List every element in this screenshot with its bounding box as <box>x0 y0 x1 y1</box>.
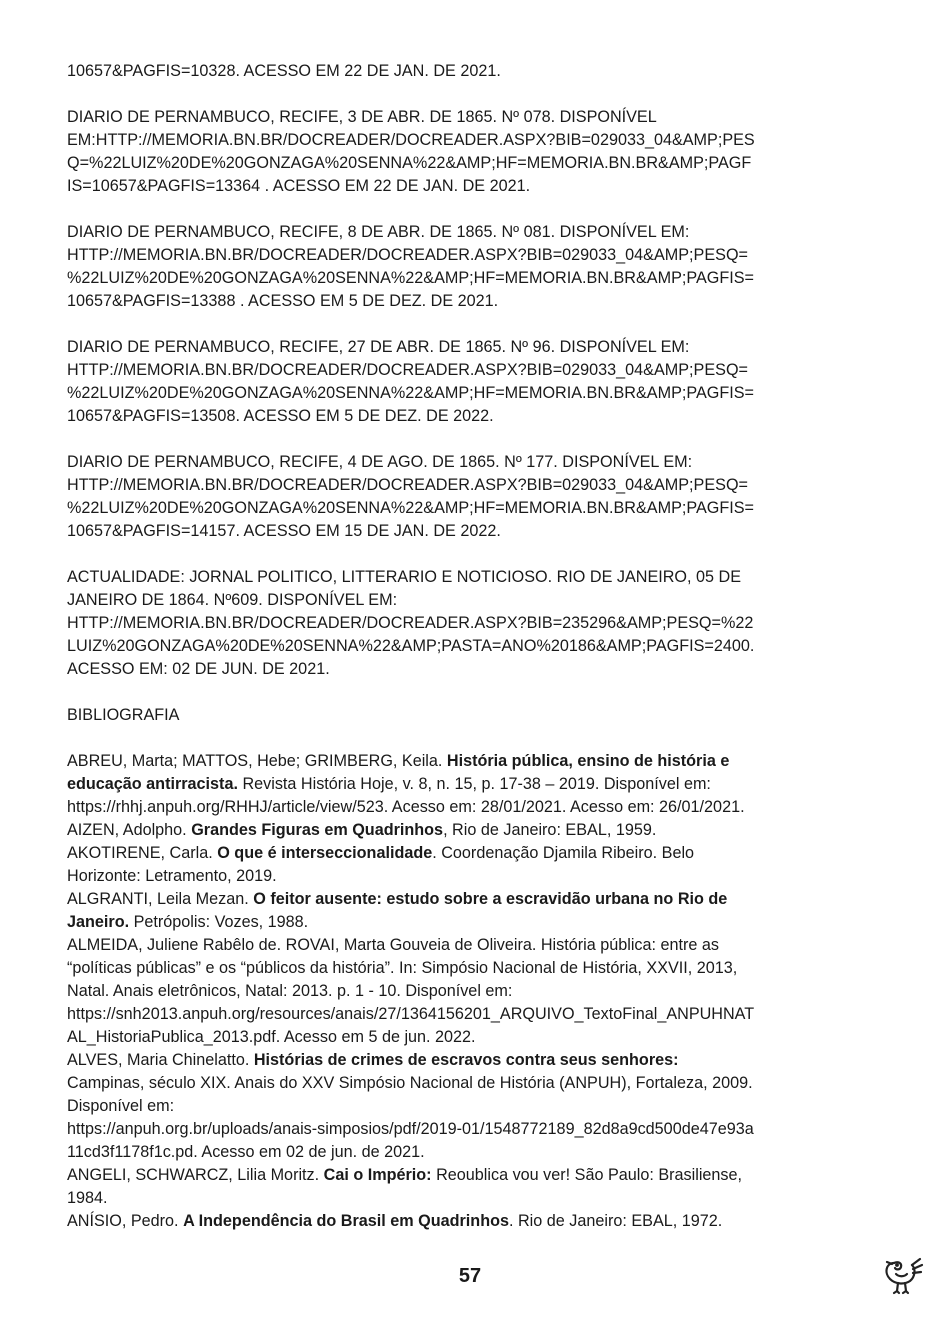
reference-entry <box>67 106 877 198</box>
bibliography-text: https://snh2013.anpuh.org/resources/anais/27/1364156201_ARQUIVO_TextoFinal_ANPUHNAT <box>67 1005 755 1023</box>
reference-entry <box>67 60 877 83</box>
reference-line: Q=%22LUIZ%20DE%20GONZAGA%20SENNA%22&AMP;HF=MEMORIA.BN.BR&AMP;PAGF <box>67 154 752 172</box>
bibliography-title-text: Histórias de crimes de escravos contra seus senhores: <box>253 1051 679 1069</box>
reference-line: 10657&PAGFIS=13388 . ACESSO EM 5 DE DEZ. DE 2021. <box>67 292 499 310</box>
bibliography-line <box>67 773 877 796</box>
bibliography-text: Natal. Anais eletrônicos, Natal: 2013. p. 1 - 10. Disponível em: <box>67 982 513 1000</box>
bibliography-line <box>67 1003 877 1026</box>
bibliography-text: . Coordenação Djamila Ribeiro. Belo <box>432 844 695 862</box>
reference-entry <box>67 336 877 428</box>
bibliography-line <box>67 934 877 957</box>
bibliography-line <box>67 957 877 980</box>
bibliography-line <box>67 1095 877 1118</box>
reference-entry <box>67 566 877 681</box>
bibliography-entry <box>67 842 877 888</box>
document-page <box>67 60 877 1233</box>
bibliography-line <box>67 1072 877 1095</box>
bibliography-text: https://anpuh.org.br/uploads/anais-simposios/pdf/2019-01/1548772189_82d8a9cd500de47e93a <box>67 1120 754 1138</box>
bibliography-text: AIZEN, Adolpho. <box>67 821 192 839</box>
reference-entry <box>67 221 877 313</box>
bibliography-line <box>67 911 877 934</box>
bibliography-entry <box>67 888 877 934</box>
bibliography-line <box>67 796 877 819</box>
bibliography-text: Campinas, século XIX. Anais do XXV Simpósio Nacional de História (ANPUH), Fortaleza, 2009. <box>67 1074 753 1092</box>
bibliography-text: “políticas públicas” e os “públicos da história”. In: Simpósio Nacional de História, XXVII, 2013, <box>67 959 738 977</box>
bibliography-entry <box>67 1210 877 1233</box>
reference-line: %22LUIZ%20DE%20GONZAGA%20SENNA%22&AMP;HF=MEMORIA.BN.BR&AMP;PAGFIS= <box>67 384 754 402</box>
reference-line: JANEIRO DE 1864. Nº609. DISPONÍVEL EM: <box>67 591 398 609</box>
bibliography-text: 11cd3f1178f1c.pd. Acesso em 02 de jun. de 2021. <box>67 1143 425 1161</box>
bibliography-text: ANÍSIO, Pedro. <box>67 1212 184 1230</box>
reference-line: 10657&PAGFIS=14157. ACESSO EM 15 DE JAN. DE 2022. <box>67 522 501 540</box>
reference-line: DIARIO DE PERNAMBUCO, RECIFE, 27 DE ABR. DE 1865. Nº 96. DISPONÍVEL EM: <box>67 338 690 356</box>
bibliography-title-text: O que é interseccionalidade <box>217 844 433 862</box>
bibliography-text: Horizonte: Letramento, 2019. <box>67 867 277 885</box>
sankofa-bird-icon <box>880 1255 924 1299</box>
reference-line: DIARIO DE PERNAMBUCO, RECIFE, 3 DE ABR. DE 1865. Nº 078. DISPONÍVEL <box>67 108 657 126</box>
bibliography-text: . Rio de Janeiro: EBAL, 1972. <box>508 1212 723 1230</box>
bibliography-line <box>67 1026 877 1049</box>
bibliography-text: Disponível em: <box>67 1097 175 1115</box>
bibliography-entry <box>67 1049 877 1164</box>
bibliography-title-text: Janeiro. <box>67 913 130 931</box>
reference-entry <box>67 451 877 543</box>
bibliography-text: Reoublica vou ver! São Paulo: Brasiliense, <box>431 1166 743 1184</box>
bibliography-text: ALGRANTI, Leila Mezan. <box>67 890 254 908</box>
reference-line: DIARIO DE PERNAMBUCO, RECIFE, 8 DE ABR. DE 1865. Nº 081. DISPONÍVEL EM: <box>67 223 690 241</box>
bibliography-line <box>67 842 877 865</box>
reference-line: EM:HTTP://MEMORIA.BN.BR/DOCREADER/DOCREADER.ASPX?BIB=029033_04&AMP;PES <box>67 131 755 149</box>
bibliography-line <box>67 750 877 773</box>
bibliography-title-text: educação antirracista. <box>67 775 238 793</box>
bibliography-text: AKOTIRENE, Carla. <box>67 844 218 862</box>
page-number: 57 <box>458 1265 482 1287</box>
bibliography-text: Revista História Hoje, v. 8, n. 15, p. 17-38 – 2019. Disponível em: <box>237 775 711 793</box>
reference-line: HTTP://MEMORIA.BN.BR/DOCREADER/DOCREADER.ASPX?BIB=029033_04&AMP;PESQ= <box>67 476 748 494</box>
reference-line: %22LUIZ%20DE%20GONZAGA%20SENNA%22&AMP;HF=MEMORIA.BN.BR&AMP;PAGFIS= <box>67 269 754 287</box>
bibliography-line <box>67 1141 877 1164</box>
bibliography-line <box>67 1210 877 1233</box>
bibliography-text: ANGELI, SCHWARCZ, Lilia Moritz. <box>67 1166 324 1184</box>
bibliography-line <box>67 1187 877 1210</box>
bibliography-text: ALVES, Maria Chinelatto. <box>67 1051 254 1069</box>
bibliography-title-text: Grandes Figuras em Quadrinhos <box>191 821 444 839</box>
bibliography-entry <box>67 1164 877 1210</box>
reference-line: IS=10657&PAGFIS=13364 . ACESSO EM 22 DE JAN. DE 2021. <box>67 177 531 195</box>
bibliography-text: Petrópolis: Vozes, 1988. <box>129 913 309 931</box>
bibliography-line <box>67 1118 877 1141</box>
bibliography-text: AL_HistoriaPublica_2013.pdf. Acesso em 5 de jun. 2022. <box>67 1028 476 1046</box>
bibliography-title-text: O feitor ausente: estudo sobre a escravidão urbana no Rio de <box>253 890 728 908</box>
reference-line: HTTP://MEMORIA.BN.BR/DOCREADER/DOCREADER.ASPX?BIB=029033_04&AMP;PESQ= <box>67 246 748 264</box>
reference-line: 10657&PAGFIS=10328. ACESSO EM 22 DE JAN. DE 2021. <box>67 62 501 80</box>
reference-line: ACTUALIDADE: JORNAL POLITICO, LITTERARIO E NOTICIOSO. RIO DE JANEIRO, 05 DE <box>67 568 742 586</box>
bibliography-title-text: História pública, ensino de história e <box>446 752 730 770</box>
bibliography-line <box>67 1164 877 1187</box>
bibliography-line <box>67 1049 877 1072</box>
bibliography-title-text: Cai o Império: <box>323 1166 432 1184</box>
bibliography-entry <box>67 934 877 1049</box>
bibliography-text: ALMEIDA, Juliene Rabêlo de. ROVAI, Marta Gouveia de Oliveira. História pública: entre as <box>67 936 719 954</box>
bibliography-text: 1984. <box>67 1189 108 1207</box>
bibliography-title-text: A Independência do Brasil em Quadrinhos <box>183 1212 509 1230</box>
bibliography-list <box>67 750 877 1233</box>
reference-line: DIARIO DE PERNAMBUCO, RECIFE, 4 DE AGO. DE 1865. Nº 177. DISPONÍVEL EM: <box>67 453 693 471</box>
newspaper-references <box>67 60 877 681</box>
bibliography-heading: BIBLIOGRAFIA <box>67 706 180 724</box>
reference-line: LUIZ%20GONZAGA%20DE%20SENNA%22&AMP;PASTA=ANO%20186&AMP;PAGFIS=2400. <box>67 637 755 655</box>
bibliography-text: ABREU, Marta; MATTOS, Hebe; GRIMBERG, Keila. <box>67 752 447 770</box>
reference-line: 10657&PAGFIS=13508. ACESSO EM 5 DE DEZ. DE 2022. <box>67 407 494 425</box>
bibliography-entry <box>67 750 877 819</box>
bibliography-line <box>67 819 877 842</box>
bibliography-line <box>67 980 877 1003</box>
bibliography-entry <box>67 819 877 842</box>
reference-line: ACESSO EM: 02 DE JUN. DE 2021. <box>67 660 330 678</box>
reference-line: HTTP://MEMORIA.BN.BR/DOCREADER/DOCREADER.ASPX?BIB=029033_04&AMP;PESQ= <box>67 361 748 379</box>
bibliography-line <box>67 888 877 911</box>
bibliography-text: , Rio de Janeiro: EBAL, 1959. <box>443 821 657 839</box>
bibliography-text: https://rhhj.anpuh.org/RHHJ/article/view/523. Acesso em: 28/01/2021. Acesso em: 26/01/2021. <box>67 798 745 816</box>
reference-line: HTTP://MEMORIA.BN.BR/DOCREADER/DOCREADER.ASPX?BIB=235296&AMP;PESQ=%22 <box>67 614 754 632</box>
reference-line: %22LUIZ%20DE%20GONZAGA%20SENNA%22&AMP;HF=MEMORIA.BN.BR&AMP;PAGFIS= <box>67 499 754 517</box>
bibliography-line <box>67 865 877 888</box>
